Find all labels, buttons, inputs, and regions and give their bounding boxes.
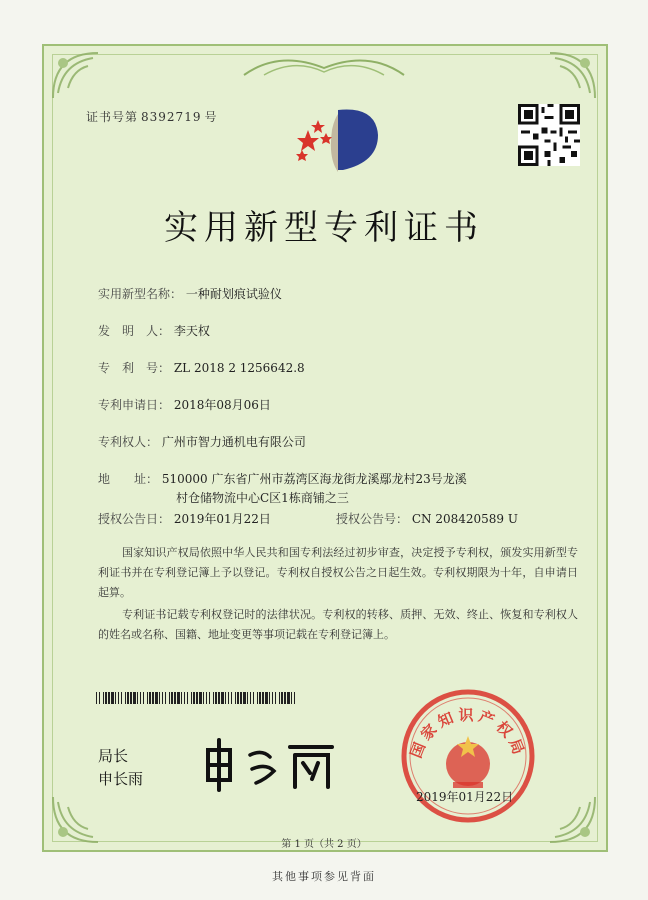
legal-paragraph-1: 国家知识产权局依照中华人民共和国专利法经过初步审查，决定授予专利权，颁发实用新型专利证书并在专利登记簿上予以登记。专利权自授权公告之日起生效。专利权期限为十年，自申请日起算。 <box>98 546 578 599</box>
barcode-icon <box>96 692 296 704</box>
address-label: 地 址： <box>98 472 159 486</box>
filing-date-label: 专利申请日： <box>98 398 171 412</box>
inventor-label: 发 明 人： <box>98 324 171 338</box>
ornament-top-center-icon <box>234 50 414 80</box>
address-line-2: 村仓储物流中心C区1栋商铺之三 <box>176 491 349 505</box>
utility-model-name-row <box>98 285 282 302</box>
address-row-2 <box>176 489 349 506</box>
certificate-number-label: 证书号第 <box>86 110 139 124</box>
certificate-number <box>86 108 220 125</box>
grant-number-label: 授权公告号： <box>336 512 409 526</box>
seal-text: 国家知识产权局 <box>406 706 530 761</box>
footer-note: 其他事项参见背面 <box>272 870 376 883</box>
address-line-1: 510000 广东省广州市荔湾区海龙街龙溪鄢龙村23号龙溪 <box>161 472 467 486</box>
grant-date-value: 2019年01月22日 <box>173 512 271 526</box>
patent-number-row <box>98 359 305 376</box>
qr-code-icon <box>518 104 580 166</box>
legal-paragraph-2: 专利证书记载专利权登记时的法律状况。专利权的转移、质押、无效、终止、恢复和专利权人的姓名或名称、国籍、地址变更等事项记载在专利登记簿上。 <box>98 608 578 641</box>
inventor-row <box>98 322 210 339</box>
address-row <box>98 470 467 487</box>
filing-date-row <box>98 396 271 413</box>
page-number: 第 1 页（共 2 页） <box>281 839 367 850</box>
filing-date-value: 2018年08月06日 <box>173 398 271 412</box>
official-seal-icon <box>398 686 538 826</box>
grant-number-row <box>336 510 518 527</box>
grant-number-value: CN 208420589 U <box>411 512 518 526</box>
inventor-value: 李天权 <box>173 324 210 338</box>
seal-date: 2019年01月22日 <box>416 790 514 804</box>
patent-number-value: ZL 2018 2 1256642.8 <box>173 361 305 375</box>
certificate-title: 实用新型专利证书 <box>164 208 484 248</box>
patent-holder-row <box>98 433 306 450</box>
director-title: 局长 <box>98 747 129 765</box>
director-name: 申长雨 <box>98 770 144 788</box>
utility-model-name-value: 一种耐划痕试验仪 <box>185 287 282 301</box>
ornament-top-right-icon <box>530 48 600 103</box>
grant-date-label: 授权公告日： <box>98 512 171 526</box>
patent-holder-value: 广州市智力通机电有限公司 <box>161 435 306 449</box>
grant-date-row <box>98 510 271 527</box>
signature-image <box>200 735 340 795</box>
certificate-number-value: 8392719 <box>141 110 202 124</box>
utility-model-name-label: 实用新型名称： <box>98 287 183 301</box>
ornament-top-left-icon <box>48 48 118 103</box>
patent-office-logo-icon <box>288 100 388 180</box>
certificate-number-suffix: 号 <box>204 110 218 124</box>
patent-holder-label: 专利权人： <box>98 435 159 449</box>
patent-number-label: 专 利 号： <box>98 361 171 375</box>
